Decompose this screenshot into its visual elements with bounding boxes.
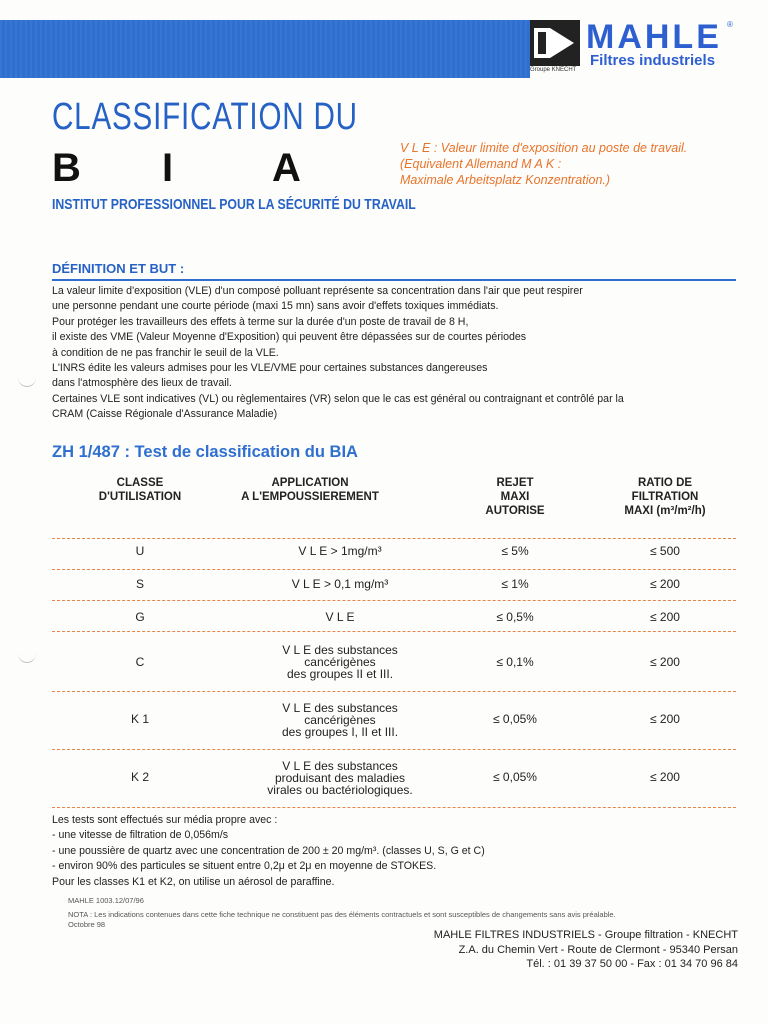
tests-line: Pour les classes K1 et K2, on utilise un aérosol de paraffine. [52,875,335,888]
header-ratio-line: MAXI (m³/m²/h) [624,505,706,517]
cell-classe: K 1 [130,712,149,726]
cell-application-line: des groupes I, II et III. [281,725,399,739]
cell-rejet: ≤ 0,1% [496,655,534,669]
header-ratio [590,476,740,518]
cell-application [220,644,460,680]
document-date: Octobre 98 [68,920,106,929]
cell-application [220,702,460,738]
tests-line: Les tests sont effectués sur média propre avec : [52,814,278,826]
definition-line: Certaines VLE sont indicatives (VL) ou règlementaires (VR) selon que le cas est général ou contraignant et contrôlé par la [52,392,624,405]
cell-application-line: V L E des substances [282,701,398,715]
cell-application-line: produisant des maladies [274,771,406,785]
cell-application-line: V L E des substances [282,643,398,657]
brand-name: MAHLE [586,18,722,56]
header-classe-line: CLASSE [116,477,164,489]
footer-address [434,928,738,972]
definition-divider [52,279,736,281]
cell-classe: G [135,610,145,624]
definition-line: Pour protéger les travailleurs des effets à terme sur la durée d'un poste de travail de 8 H, [52,315,469,328]
cell-rejet: ≤ 5% [501,544,529,558]
cell-ratio: ≤ 200 [650,770,680,784]
vle-note [400,140,687,188]
cell-application-line: cancérigènes [304,655,376,669]
cell-classe: S [135,577,144,591]
title-letter-a: A [272,146,301,190]
header-rejet-line: REJET [496,477,534,489]
page-title-bia [52,146,382,191]
punch-hole-mark [18,368,36,387]
definition-text [52,284,742,423]
table-divider [52,807,736,808]
title-letter-i: I [162,146,174,190]
definition-line: La valeur limite d'exposition (VLE) d'un composé polluant représente sa concentration dans l'air que peut respirer [52,285,583,297]
cell-application-line: V L E des substances [282,759,398,773]
definition-line: à condition de ne pas franchir le seuil de la VLE. [52,346,279,359]
page-subtitle: INSTITUT PROFESSIONNEL POUR LA SÉCURITÉ DU TRAVAIL [52,196,416,213]
header-application [220,476,400,504]
header-color-band [0,20,530,78]
footer-line: MAHLE FILTRES INDUSTRIELS - Groupe filtration - KNECHT [433,929,738,941]
cell-ratio: ≤ 200 [650,610,680,624]
cell-application: V L E [325,610,355,624]
table-divider [52,749,736,750]
page-title-line1: CLASSIFICATION DU [52,96,358,138]
table-divider [52,569,736,570]
cell-rejet: ≤ 0,05% [493,712,537,726]
punch-hole-mark [18,644,36,663]
header-application-line: A L'EMPOUSSIEREMENT [241,491,379,503]
cell-ratio: ≤ 200 [650,655,680,669]
tests-text [52,813,742,890]
cell-application: V L E > 0,1 mg/m³ [291,577,389,591]
cell-ratio: ≤ 200 [650,577,680,591]
definition-heading: DÉFINITION ET BUT : [52,261,185,276]
header-rejet-line: AUTORISE [485,505,545,517]
cell-ratio: ≤ 500 [650,544,680,558]
cell-application-line: des groupes II et III. [286,667,394,681]
table-divider [52,600,736,601]
brand-registered-mark: ® [727,20,733,29]
cell-ratio: ≤ 200 [650,712,680,726]
header-rejet-line: MAXI [500,491,530,503]
logo-caption: Groupe KNECHT [530,67,577,73]
footer-line: Z.A. du Chemin Vert - Route de Clermont - 95340 Persan [458,943,738,956]
definition-line: CRAM (Caisse Régionale d'Assurance Maladie) [52,408,278,421]
vle-note-line: Maximale Arbeitsplatz Konzentration.) [400,173,611,187]
cell-application-line: virales ou bactériologiques. [267,783,413,797]
header-application-line: APPLICATION [271,477,349,489]
header-ratio-line: FILTRATION [631,491,699,503]
title-letter-b: B [52,146,81,190]
tests-line: - environ 90% des particules se situent entre 0,2μ et 2μ en moyenne de STOKES. [52,860,437,873]
header-classe [60,476,220,504]
table-divider [52,538,736,539]
footer-line: Tél. : 01 39 37 50 00 - Fax : 01 34 70 96 84 [526,958,738,970]
cell-classe: K 2 [130,770,149,784]
tests-line: - une poussière de quartz avec une concentration de 200 ± 20 mg/m³. (classes U, S, G et C) [52,844,485,857]
header-rejet [460,476,570,518]
header-ratio-line: RATIO DE [637,477,693,489]
document-reference: MAHLE 1003.12/07/96 [68,896,144,905]
header-classe-line: D'UTILISATION [98,491,182,503]
definition-line: L'INRS édite les valeurs admises pour les VLE/VME pour certaines substances dangereuses [52,362,488,375]
table-divider [52,631,736,632]
nota-text: NOTA : Les indications contenues dans cette fiche technique ne constituent pas des éléments contractuels et sont susceptibles de changements sans avis préalable. [68,910,616,919]
definition-line: une personne pendant une courte période (maxi 15 mn) sans avoir d'effets toxiques immédiats. [52,300,499,313]
mahle-logo-icon [530,20,580,66]
definition-line: dans l'atmosphère des lieux de travail. [52,377,232,390]
table-divider [52,691,736,692]
tests-line: - une vitesse de filtration de 0,056m/s [52,829,229,842]
cell-classe: U [135,544,145,558]
cell-application-line: cancérigènes [304,713,376,727]
table-title: ZH 1/487 : Test de classification du BIA [52,443,358,461]
vle-note-line: V L E : Valeur limite d'exposition au poste de travail. [400,141,688,155]
cell-rejet: ≤ 0,5% [496,610,534,624]
cell-classe: C [135,655,145,669]
cell-rejet: ≤ 0,05% [493,770,537,784]
definition-line: il existe des VME (Valeur Moyenne d'Exposition) qui peuvent être dépassées sur de courtes périodes [52,331,527,344]
cell-application: V L E > 1mg/m³ [298,544,382,558]
cell-rejet: ≤ 1% [501,577,529,591]
brand-subtitle: Filtres industriels [590,52,716,69]
cell-application [220,760,460,796]
vle-note-line: (Equivalent Allemand M A K : [400,157,562,171]
